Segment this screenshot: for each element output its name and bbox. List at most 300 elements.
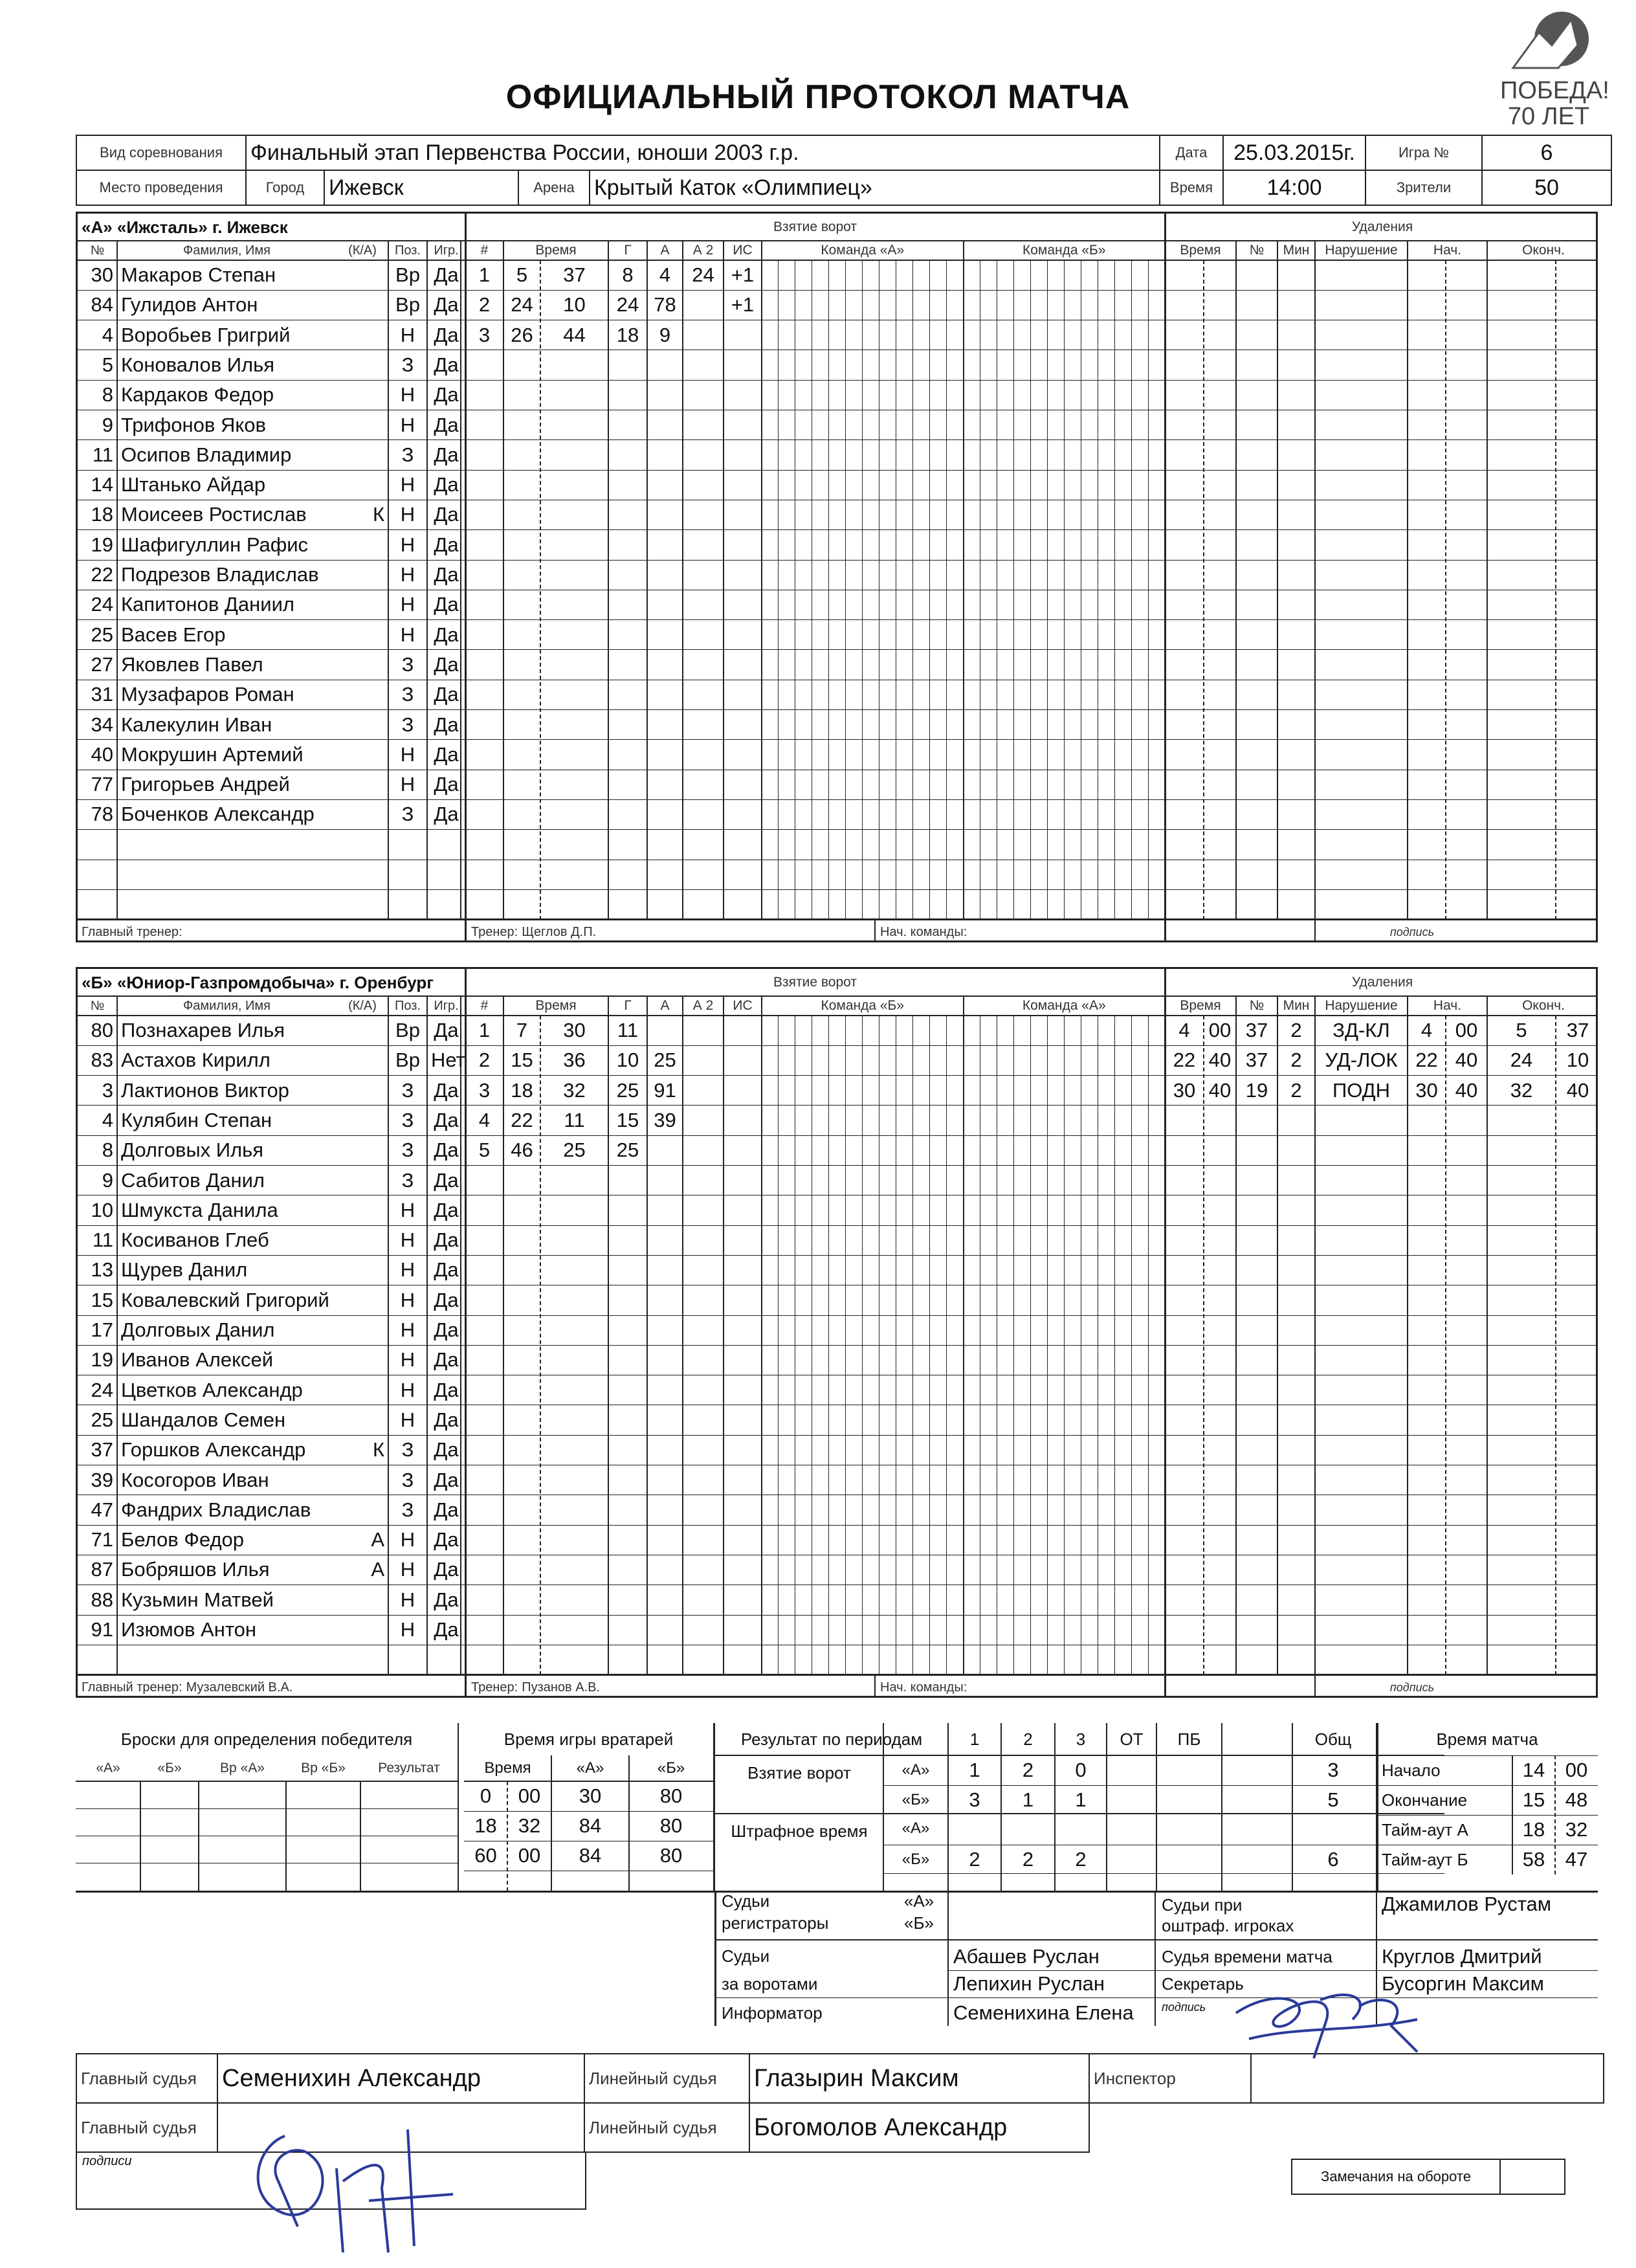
player-num: 24 (91, 1378, 113, 1401)
player-name: Долговых Илья (121, 1139, 264, 1162)
player-name: Ковалевский Григорий (121, 1288, 329, 1311)
goal-scorer: 25 (616, 1139, 639, 1162)
player-row (78, 1495, 465, 1525)
grid-line (1164, 214, 1166, 942)
grid-line (1376, 1723, 1378, 1891)
player-pos: Н (400, 1348, 415, 1372)
player-pos: Н (400, 1258, 415, 1282)
player-pos: Н (400, 1378, 415, 1401)
player-row (78, 1285, 465, 1315)
player-igr: Да (434, 1168, 459, 1192)
head-coach-label: Главный тренер: (82, 1680, 182, 1695)
pen-col-4: Нач. (1433, 998, 1462, 1013)
player-igr: Да (434, 803, 459, 826)
player-name: Иванов Алексей (121, 1348, 274, 1372)
player-row (78, 560, 465, 590)
goalie-time-box (464, 1723, 715, 1891)
pen-start-sec: 00 (1455, 1019, 1478, 1041)
player-row (78, 320, 465, 350)
player-num: 9 (102, 1168, 113, 1192)
goal-min: 15 (511, 1049, 533, 1072)
pen-start-min: 4 (1420, 1019, 1433, 1041)
player-row (78, 799, 465, 829)
team-label: «А» (901, 1761, 930, 1779)
player-name: Трифонов Яков (121, 413, 266, 436)
time-label: Время (1160, 170, 1223, 205)
match-time-label: Окончание (1382, 1790, 1468, 1810)
goal-min: 18 (511, 1078, 533, 1102)
player-row (78, 1345, 465, 1375)
notes-box (1291, 2159, 1565, 2195)
player-ka (337, 1045, 388, 1075)
player-igr: Да (434, 1618, 459, 1641)
goal-scorer: 10 (616, 1049, 639, 1072)
col-pos: Поз. (395, 999, 421, 1013)
line-referee-2: Богомолов Александр (749, 2103, 1089, 2152)
grid-line (874, 1675, 876, 1698)
player-igr: Да (434, 1288, 459, 1311)
goal-assist2 (683, 1106, 724, 1135)
player-num: 3 (102, 1078, 113, 1102)
goal-min: 24 (511, 293, 533, 317)
player-row (78, 380, 465, 410)
cmd-col-1: Команда «А» (821, 243, 905, 258)
player-igr: Да (434, 263, 459, 286)
shootout-col-1: «Б» (157, 1761, 182, 1775)
player-num: 31 (91, 683, 113, 706)
team-title: «Б» «Юниор-Газпромдобыча» г. Оренбург (82, 973, 434, 992)
player-igr: Да (434, 413, 459, 436)
competition-value: Финальный этап Первенства России, юноши 2003 г.р. (246, 135, 1160, 170)
cmd-col-2: Команда «А» (1022, 998, 1106, 1013)
player-num: 25 (91, 1408, 113, 1431)
goalie-a: 84 (579, 1844, 602, 1867)
col-ka: (К/А) (348, 243, 377, 258)
goal-scorer: 25 (616, 1078, 639, 1102)
goalie-time-sec: 00 (518, 1844, 541, 1867)
player-num: 87 (91, 1558, 113, 1581)
match-time-min: 18 (1522, 1818, 1545, 1841)
goalie-a: 30 (579, 1784, 602, 1807)
player-pos: Н (400, 773, 415, 796)
grid-line (874, 920, 876, 942)
player-pos: Вр (395, 263, 420, 286)
player-ka (337, 470, 388, 500)
period-col-4: ПБ (1177, 1729, 1201, 1749)
period-value (1156, 1814, 1222, 1843)
goalie-time-sec: 32 (518, 1814, 541, 1837)
goal-min: 26 (511, 323, 533, 346)
goals-title: Взятие ворот (773, 219, 857, 234)
secretary-label: Секретарь (1162, 1974, 1244, 1994)
player-num: 13 (91, 1258, 113, 1282)
competition-label: Вид соревнования (76, 135, 246, 170)
pen-col-2: Мин (1283, 243, 1310, 258)
notes-label: Замечания на обороте (1292, 2160, 1501, 2194)
period-value: 1 (969, 1759, 980, 1781)
player-pos: Вр (395, 1019, 420, 1041)
player-name: Лактионов Виктор (121, 1078, 289, 1102)
head-coach-value: Музалевский В.А. (186, 1680, 293, 1695)
goal-strength (724, 1045, 762, 1075)
reg-judges-label-2: регистраторы (722, 1913, 829, 1933)
pen-col-1: № (1249, 998, 1265, 1013)
player-name: Подрезов Владислав (121, 563, 319, 586)
pen-min: 4 (1178, 1019, 1190, 1041)
goal-strength (724, 1076, 762, 1106)
player-row (78, 1615, 465, 1645)
goalie-time-min: 60 (474, 1844, 497, 1867)
goals-title: Взятие ворот (773, 975, 857, 990)
player-num: 10 (91, 1198, 113, 1221)
pen-player: 37 (1245, 1049, 1268, 1072)
player-pos: Н (400, 323, 415, 346)
goalie-b: 80 (659, 1814, 683, 1837)
period-value: 1 (1075, 1788, 1087, 1811)
head-coach-row (78, 1675, 465, 1698)
player-pos: Н (400, 742, 415, 766)
player-ka (337, 1345, 388, 1375)
player-ka (337, 799, 388, 829)
player-igr: Да (434, 293, 459, 317)
referee-signs-label: подписи (82, 2154, 132, 2168)
goal-sec: 30 (563, 1019, 586, 1041)
goal-strength: +1 (731, 263, 755, 286)
player-num: 11 (92, 443, 113, 466)
player-pos: З (401, 1168, 414, 1192)
goal-num: 2 (478, 1049, 491, 1072)
player-igr: Да (434, 1378, 459, 1401)
player-ka (337, 1585, 388, 1615)
goalie-time-min: 0 (480, 1784, 492, 1807)
pen-end-min: 5 (1516, 1019, 1527, 1041)
player-row (78, 710, 465, 740)
player-pos: Н (400, 1588, 415, 1611)
player-name: Яковлев Павел (121, 652, 263, 676)
period-value: 2 (1022, 1759, 1034, 1781)
goal-num: 1 (478, 263, 491, 286)
player-row (78, 1106, 465, 1135)
player-ka (337, 590, 388, 619)
goals-col-5: ИС (733, 998, 753, 1013)
secretary-value: Бусоргин Максим (1382, 1972, 1544, 1995)
goal-assist: 4 (659, 263, 671, 286)
player-row (78, 1315, 465, 1345)
match-info-table (76, 135, 1612, 206)
grid-line (1164, 1675, 1166, 1698)
team-label: «Б» (901, 1851, 930, 1868)
grid-line (285, 1781, 287, 1891)
goals-col-3: А (660, 998, 670, 1013)
goal-assist: 91 (654, 1078, 676, 1102)
player-row (78, 650, 465, 680)
officials-box (715, 1891, 1598, 2026)
player-igr: Да (434, 473, 459, 496)
grid-line (140, 1781, 141, 1891)
goal-num: 1 (478, 1019, 491, 1041)
sign-label: подпись (1162, 2001, 1206, 2014)
pen-col-1: № (1249, 243, 1265, 258)
pen-minutes: 2 (1290, 1078, 1302, 1102)
pen-player: 37 (1245, 1019, 1268, 1041)
player-pos: Н (400, 1528, 415, 1551)
pen-col-3: Нарушение (1325, 243, 1398, 258)
player-row (78, 1435, 465, 1465)
player-num: 19 (91, 1348, 113, 1372)
player-ka (337, 320, 388, 350)
pen-end-sec: 37 (1566, 1019, 1589, 1041)
player-row (78, 470, 465, 500)
goal-strength (724, 1135, 762, 1165)
player-row (78, 620, 465, 650)
city-value: Ижевск (324, 171, 518, 205)
period-value (1001, 1814, 1055, 1843)
player-ka (337, 1315, 388, 1345)
player-ka (337, 440, 388, 470)
player-pos: Н (400, 1618, 415, 1641)
goal-sec: 36 (563, 1049, 586, 1072)
player-ka (337, 680, 388, 709)
player-pos: Н (400, 1288, 415, 1311)
player-name: Васев Егор (121, 623, 226, 646)
main-referee-1: Семенихин Александр (217, 2054, 584, 2103)
goal-num: 2 (478, 293, 491, 317)
pen-col-2: Мин (1283, 998, 1310, 1013)
player-pos: З (401, 353, 414, 376)
sign-label: подпись (1389, 1680, 1435, 1694)
player-row (78, 680, 465, 709)
penbox-value: Джамилов Рустам (1382, 1893, 1552, 1915)
sign-label: подпись (1389, 925, 1435, 939)
main-referee-label: Главный судья (76, 2054, 217, 2103)
player-num: 37 (91, 1438, 113, 1462)
player-name: Шандалов Семен (121, 1408, 286, 1431)
grid-line (947, 1891, 949, 2026)
player-name: Коновалов Илья (121, 353, 275, 376)
chief-label: Нач. команды: (880, 924, 967, 939)
player-ka (337, 1135, 388, 1165)
player-pos: Н (400, 413, 415, 436)
player-pos: З (401, 803, 414, 826)
goalie-b: 80 (659, 1844, 683, 1867)
player-name: Фандрих Владислав (121, 1498, 311, 1521)
arena-value: Крытый Каток «Олимпиец» (594, 175, 872, 200)
player-igr: Да (434, 1558, 459, 1581)
goal-assist: 9 (659, 323, 671, 346)
goals-label: Взятие ворот (747, 1763, 851, 1783)
coach-value: Щеглов Д.П. (522, 924, 597, 939)
player-row (78, 1195, 465, 1225)
player-ka (337, 1615, 388, 1645)
grid-line (78, 889, 1598, 890)
player-ka (337, 260, 388, 290)
player-igr: Да (434, 1228, 459, 1252)
grid-line (1314, 241, 1316, 920)
place-label: Место проведения (76, 170, 246, 205)
player-ka (337, 740, 388, 770)
goal-num: 4 (478, 1108, 491, 1131)
goal-num: 5 (478, 1139, 491, 1162)
period-value (1107, 1785, 1156, 1815)
grid-line (1164, 920, 1166, 942)
player-num: 15 (91, 1288, 113, 1311)
match-time-label: Тайм-аут Б (1382, 1850, 1468, 1869)
player-igr: Нет (431, 1049, 465, 1072)
goal-judges-label-2: за воротами (722, 1974, 818, 1994)
player-pos: Н (400, 503, 415, 526)
period-value: 2 (969, 1848, 980, 1871)
goals-col-4: А 2 (692, 243, 714, 258)
pen-min: 30 (1173, 1078, 1196, 1102)
player-name: Шафигуллин Рафис (121, 533, 309, 556)
page-title: ОФИЦИАЛЬНЫЙ ПРОТОКОЛ МАТЧА (505, 78, 1131, 116)
player-igr: Да (434, 773, 459, 796)
player-row (78, 1076, 465, 1106)
col-pos: Поз. (395, 243, 421, 258)
team-b-section (76, 967, 1598, 1698)
line-referee-1: Глазырин Максим (749, 2054, 1089, 2103)
player-num: 8 (102, 1139, 113, 1162)
player-igr: Да (434, 1438, 459, 1462)
secretary-signature (1223, 1961, 1430, 2071)
player-ka (337, 530, 388, 560)
goal-scorer: 18 (616, 323, 639, 346)
goal-assist: 25 (654, 1049, 676, 1072)
pen-col-4: Нач. (1433, 243, 1462, 258)
player-num: 14 (91, 473, 113, 496)
player-ka (337, 1285, 388, 1315)
col-igr: Игр. (434, 999, 459, 1013)
player-igr: Да (434, 1198, 459, 1221)
goal-num: 3 (478, 1078, 491, 1102)
player-name: Осипов Владимир (121, 443, 292, 466)
player-name: Капитонов Даниил (121, 593, 295, 616)
match-time-min: 14 (1522, 1759, 1545, 1781)
pen-end-sec: 40 (1566, 1078, 1589, 1102)
player-row (78, 1045, 465, 1075)
player-igr: Да (434, 593, 459, 616)
player-num: 47 (91, 1498, 113, 1521)
pen-start-min: 22 (1415, 1049, 1438, 1072)
period-col-2: 3 (1076, 1729, 1086, 1749)
player-name: Гулидов Антон (121, 293, 258, 317)
player-ka (337, 380, 388, 410)
period-value (948, 1814, 1001, 1843)
player-pos: Н (400, 383, 415, 406)
line-referee-label-2: Линейный судья (584, 2103, 749, 2152)
goal-assist2: 24 (692, 263, 714, 286)
coach-row (467, 920, 881, 942)
spectators-label: Зрители (1365, 170, 1482, 205)
player-num: 5 (102, 353, 113, 376)
penalties-title: Удаления (1351, 975, 1413, 990)
pen-sec: 40 (1208, 1049, 1232, 1072)
player-ka (337, 1166, 388, 1195)
player-row (78, 350, 465, 380)
player-name: Макаров Степан (121, 263, 276, 286)
goals-col-3: А (660, 243, 670, 258)
reg-b-label: «Б» (904, 1913, 934, 1933)
player-num: 84 (91, 293, 113, 317)
player-num: 11 (92, 1228, 113, 1252)
shootout-col-3: Вр «Б» (301, 1761, 346, 1775)
player-row (78, 740, 465, 770)
player-ka: А (371, 1558, 384, 1581)
match-time-box (1376, 1723, 1598, 1891)
player-row (78, 1016, 465, 1045)
player-num: 27 (91, 652, 113, 676)
player-name: Григорьев Андрей (121, 773, 290, 796)
goal-sec: 11 (564, 1108, 585, 1131)
head-coach-label: Главный тренер: (82, 924, 182, 939)
period-value: 2 (1022, 1848, 1034, 1871)
grid-line (1376, 1755, 1598, 1756)
inspector-label: Инспектор (1089, 2054, 1251, 2103)
player-igr: Да (434, 652, 459, 676)
grid-line (1512, 1755, 1513, 1874)
col-igr: Игр. (434, 243, 459, 258)
player-row (78, 770, 465, 799)
player-igr: Да (434, 1468, 459, 1491)
penbox-label-2: оштраф. игроках (1162, 1916, 1294, 1935)
goals-col-2: Г (624, 998, 632, 1013)
player-ka (337, 1016, 388, 1045)
goal-min: 46 (511, 1139, 533, 1162)
player-name: Кузьмин Матвей (121, 1588, 274, 1611)
player-pos: З (401, 1139, 414, 1162)
pen-end-min: 32 (1510, 1078, 1533, 1102)
period-value: 1 (1022, 1788, 1034, 1811)
player-pos: Н (400, 533, 415, 556)
player-ka: К (372, 1438, 384, 1462)
player-ka (337, 650, 388, 680)
match-time-title: Время матча (1436, 1729, 1538, 1749)
pen-start-min: 30 (1415, 1078, 1438, 1102)
goals-col-5: ИС (733, 243, 753, 258)
game-label: Игра № (1365, 135, 1482, 170)
grid-line (963, 996, 964, 1675)
pen-col-3: Нарушение (1325, 998, 1398, 1013)
pen-start-sec: 40 (1455, 1049, 1478, 1072)
player-name: Косиванов Глеб (121, 1228, 269, 1252)
player-igr: Да (434, 1498, 459, 1521)
goalie-col-1: «А» (576, 1759, 604, 1777)
player-igr: Да (434, 353, 459, 376)
player-name: Кардаков Федор (121, 383, 274, 406)
goalie-a: 84 (579, 1814, 602, 1837)
pen-minutes: 2 (1290, 1049, 1302, 1072)
player-pos: Н (400, 1408, 415, 1431)
goal-assist2 (683, 1045, 724, 1075)
goal-sec: 25 (563, 1139, 586, 1162)
player-pos: З (401, 652, 414, 676)
period-col-5: Общ (1314, 1729, 1352, 1749)
reg-a-label: «А» (903, 1891, 934, 1911)
player-name: Музафаров Роман (121, 683, 294, 706)
player-num: 30 (91, 263, 113, 286)
period-col-3: ОТ (1120, 1729, 1144, 1749)
periods-box (715, 1723, 1378, 1891)
goal-assist2 (683, 1016, 724, 1045)
player-name: Штанько Айдар (121, 473, 266, 496)
goal-strength (724, 1106, 762, 1135)
player-num: 88 (91, 1588, 113, 1611)
player-num: 4 (102, 323, 113, 346)
player-pos: З (401, 1498, 414, 1521)
player-pos: Н (400, 1318, 415, 1341)
player-name: Изюмов Антон (121, 1618, 257, 1641)
logo-line-2: 70 ЛЕТ (1507, 103, 1590, 130)
